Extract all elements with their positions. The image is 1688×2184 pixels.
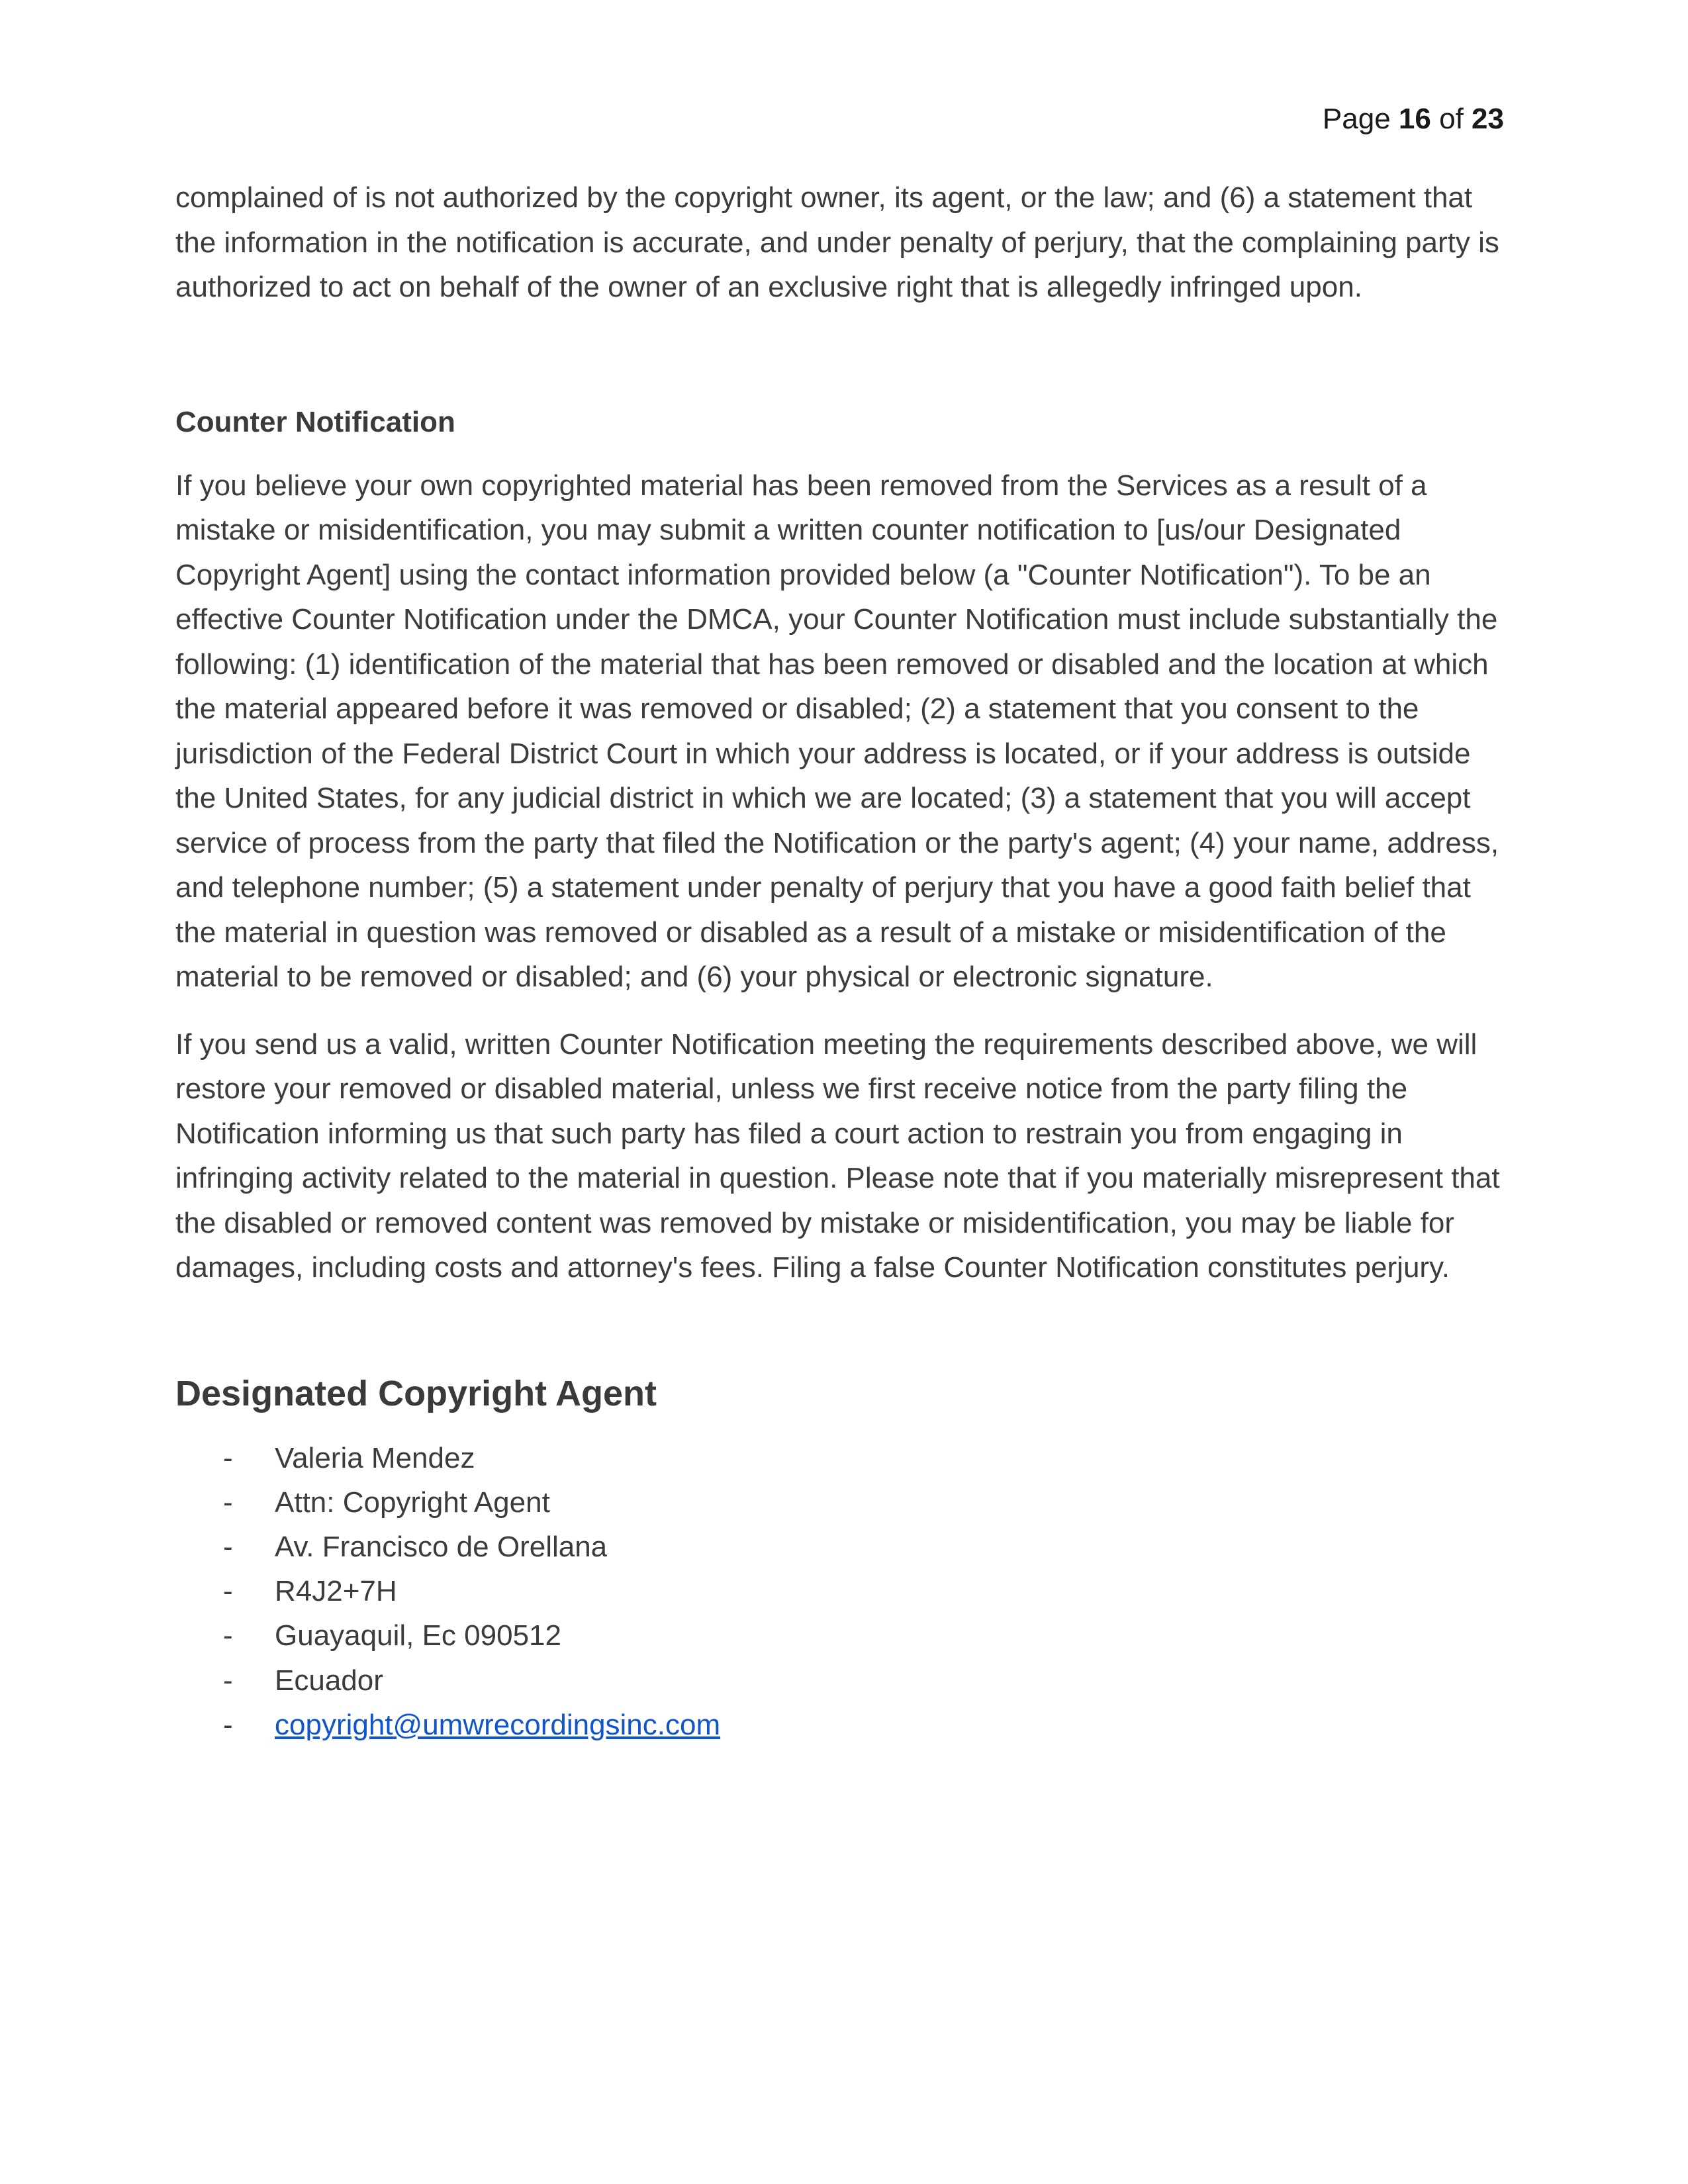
counter-notification-title: Counter Notification	[175, 405, 455, 438]
agent-name: Valeria Mendez	[275, 1441, 475, 1474]
bullet-dash: -	[223, 1708, 233, 1741]
designated-agent-title: Designated Copyright Agent	[175, 1373, 657, 1413]
agent-street: Av. Francisco de Orellana	[275, 1530, 608, 1563]
agent-contact-list	[175, 1436, 1506, 1747]
list-item	[175, 1703, 1506, 1747]
agent-city: Guayaquil, Ec 090512	[275, 1619, 561, 1652]
agent-plus-code: R4J2+7H	[275, 1575, 397, 1608]
counter-notification-paragraph-1: If you believe your own copyrighted material has been removed from the Services as a result of a mistake or misidentification, you may submit a written counter notification to [us/our Designated Copyright Agent] using the contact information provided below (a "Counter Notification"). To be an effective Counter Notification under the DMCA, your Counter Notification must include substantially the following: (1) identification of the material that has been removed or disabled and the location at which the material appeared before it was removed or disabled; (2) a statement that you consent to the jurisdiction of the Federal District Court in which your address is located, or if your address is outside the United States, for any judicial district in which we are located; (3) a statement that you will accept service of process from the party that filed the Notification or the party's agent; (4) your name, address, and telephone number; (5) a statement under penalty of perjury that you have a good faith belief that the material in question was removed or disabled as a result of a mistake or misidentification of the material to be removed or disabled; and (6) your physical or electronic signature.	[175, 469, 1499, 993]
bullet-dash: -	[223, 1441, 233, 1474]
list-item	[175, 1569, 1506, 1613]
bullet-dash: -	[223, 1530, 233, 1563]
agent-email-link[interactable]: copyright@umwrecordingsinc.com	[275, 1708, 721, 1741]
counter-notification-paragraph-2: If you send us a valid, written Counter Notification meeting the requirements described above, we will restore your removed or disabled material, unless we first receive notice from the party filing the Notification informing us that such party has filed a court action to restrain you from engaging in infringing activity related to the material in question. Please note that if you materially misrepresent that the disabled or removed content was removed by mistake or misidentification, you may be liable for damages, including costs and attorney's fees. Filing a false Counter Notification constitutes perjury.	[175, 1027, 1500, 1284]
list-item	[175, 1525, 1506, 1569]
intro-paragraph: complained of is not authorized by the copyright owner, its agent, or the law; and (6) a statement that the information in the notification is accurate, and under penalty of perjury, that the complaining party is authorized to act on behalf of the owner of an exclusive right that is allegedly infringed upon.	[175, 181, 1499, 303]
page-of: of	[1439, 103, 1464, 135]
document-body	[175, 175, 1506, 1747]
page-current: 16	[1398, 103, 1431, 135]
bullet-dash: -	[223, 1486, 233, 1519]
bullet-dash: -	[223, 1664, 233, 1697]
agent-attn: Attn: Copyright Agent	[275, 1486, 550, 1519]
agent-country: Ecuador	[275, 1664, 383, 1697]
list-item	[175, 1613, 1506, 1658]
page-prefix: Page	[1322, 103, 1391, 135]
list-item	[175, 1480, 1506, 1525]
bullet-dash: -	[223, 1575, 233, 1608]
list-item	[175, 1658, 1506, 1703]
page-number	[1323, 99, 1504, 139]
bullet-dash: -	[223, 1619, 233, 1652]
list-item	[175, 1436, 1506, 1480]
page-total: 23	[1472, 103, 1504, 135]
